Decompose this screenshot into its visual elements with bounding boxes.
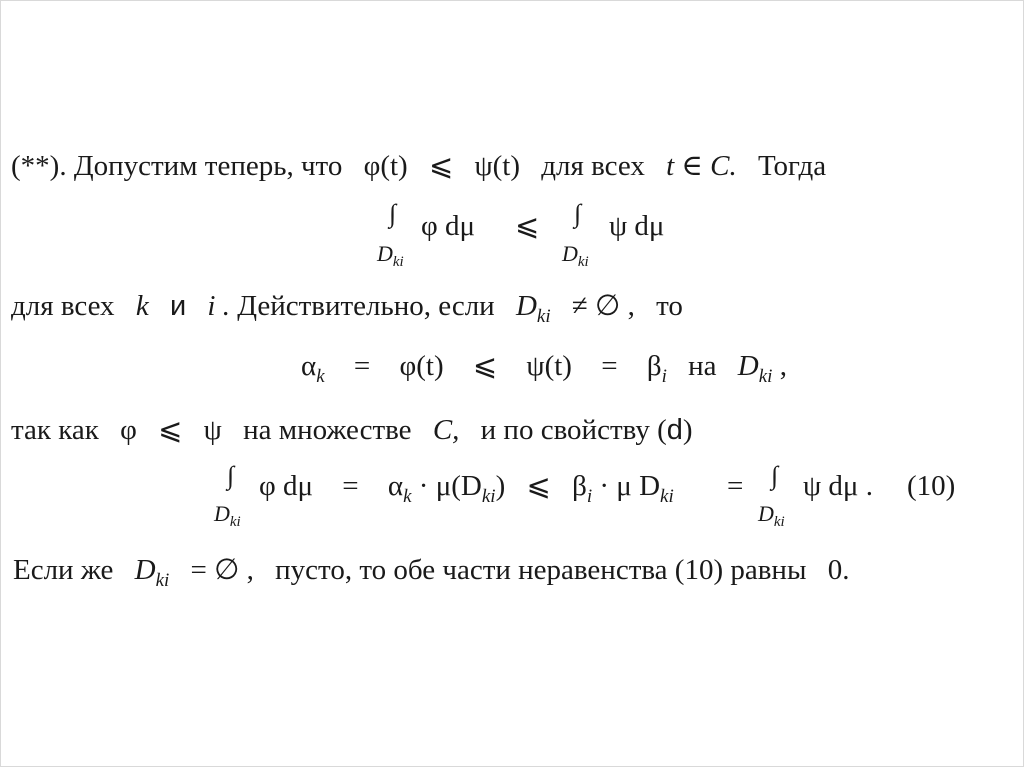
integrand-right: ψ dμ (609, 210, 665, 242)
line1-suffix: Тогда (757, 150, 827, 182)
text-line-3: так как φ ⩽ ψ на множестве C, и по свойству (d) (11, 414, 693, 446)
integral-limit-right: $D_{ki}$ (562, 241, 589, 270)
integrand-left: φ dμ (421, 210, 476, 242)
phi-of-t: φ(t) (363, 150, 408, 182)
integral-limit-right: $D_{ki}$ (758, 501, 785, 530)
integral-sign-left: ∫ (389, 199, 397, 228)
equation-3-body: φ $d\mu = \alpha_k \cdot \mu(D_{ki})$ ⩽ $\beta_i \cdot \mu$ $D_{ki}$ (259, 470, 674, 507)
integral-sign-left: ∫ (227, 461, 235, 490)
integral-limit-left: $D_{ki}$ (377, 241, 404, 270)
text-line-1 (11, 149, 826, 183)
text-line-2: для всех k и i . Действительно, если $D_{ki}$ ≠ ∅ , то (11, 290, 683, 327)
leq-symbol: ⩽ (428, 150, 454, 182)
integral-sign-right: ∫ (771, 461, 779, 490)
text-line-4: Если же $D_{ki}$ = ∅ , пусто, то обе части неравенства (10) равны 0. (13, 554, 850, 591)
slide: (**). Допустим теперь, что φ(t) ⩽ ψ(t) для всех t ∈ C. Тогда ∫ $D_{ki}$ φ dμ ⩽ ∫ $D_{ki}$ ψ dμ для всех k и i . Действительно, если $D_{ki}$ ≠ ∅ , то $\alpha_k = \varphi(t)$ ⩽ $\psi(t) = \beta_i$ на $D_{ki}$ , так как φ ⩽ ψ на множестве C, и по свойству (d) ∫ $D_{ki}$ φ $d\mu = \alpha_k \cdot \mu(D_{ki})$ ⩽ $\beta_i \cdot \mu$ $D_{ki}$ = ∫ $D_{ki}$ ψ dμ . (10) Если же $D_{ki}$ = ∅ , пусто, то обе части неравенства (10) равны 0. (0, 0, 1024, 767)
line1-prefix: (**). Допустим теперь, что (11, 150, 343, 182)
line1-mid: для всех (541, 150, 645, 182)
equation-2: $\alpha_k = \varphi(t)$ ⩽ $\psi(t) = \beta_i$ на $D_{ki}$ , (301, 350, 787, 387)
psi-of-t: ψ(t) (474, 150, 521, 182)
integral-sign-right: ∫ (574, 199, 582, 228)
line1-condition: t ∈ C. (666, 150, 737, 182)
integral-limit-left: $D_{ki}$ (214, 501, 241, 530)
equation-number: (10) (907, 470, 956, 502)
leq-symbol: ⩽ (515, 210, 540, 242)
